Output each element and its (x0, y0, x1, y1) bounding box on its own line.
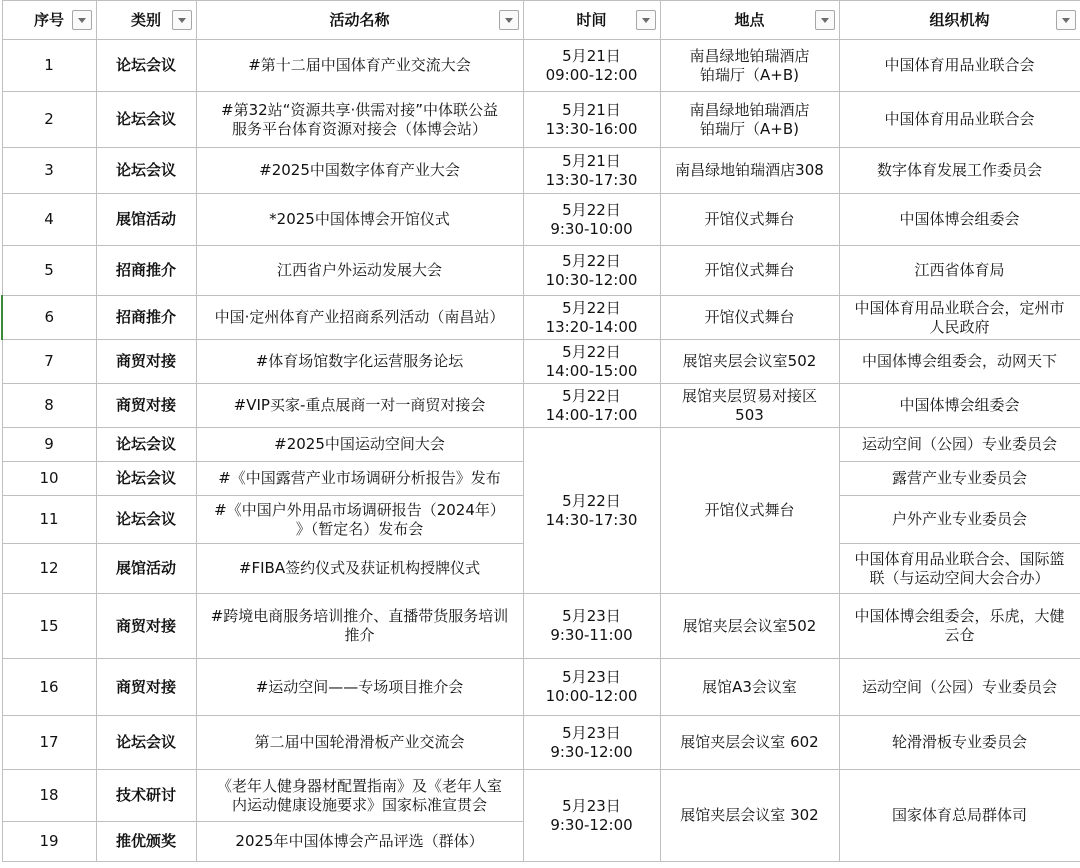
cell-no[interactable]: 12 (2, 544, 96, 594)
cell-place[interactable]: 展馆夹层会议室 602 (660, 716, 839, 770)
cell-place-merged[interactable]: 展馆夹层会议室 302 (660, 770, 839, 862)
cell-category[interactable]: 展馆活动 (96, 194, 196, 246)
cell-org[interactable]: 江西省体育局 (839, 246, 1080, 296)
cell-no[interactable]: 10 (2, 462, 96, 496)
cell-place-merged[interactable]: 开馆仪式舞台 (660, 428, 839, 594)
cell-org[interactable]: 中国体育用品业联合会 (839, 40, 1080, 92)
header-org-label: 组织机构 (929, 10, 990, 29)
cell-time[interactable]: 5月23日 9:30-11:00 (523, 594, 660, 659)
cell-time-merged[interactable]: 5月23日 9:30-12:00 (523, 770, 660, 862)
cell-no[interactable]: 15 (2, 594, 96, 659)
cell-category[interactable]: 展馆活动 (96, 544, 196, 594)
cell-name[interactable]: #2025中国运动空间大会 (196, 428, 523, 462)
cell-org[interactable]: 中国体博会组委会，乐虎，大健 云仓 (839, 594, 1080, 659)
table-row (2, 92, 1080, 148)
table-row (2, 340, 1080, 384)
cell-category[interactable]: 商贸对接 (96, 340, 196, 384)
cell-org[interactable]: 数字体育发展工作委员会 (839, 148, 1080, 194)
filter-dropdown-icon[interactable] (815, 10, 835, 30)
cell-org[interactable]: 中国体育用品业联合会 (839, 92, 1080, 148)
cell-place[interactable]: 展馆夹层会议室502 (660, 594, 839, 659)
cell-place[interactable]: 南昌绿地铂瑞酒店308 (660, 148, 839, 194)
cell-name[interactable]: #体育场馆数字化运营服务论坛 (196, 340, 523, 384)
cell-time[interactable]: 5月23日 9:30-12:00 (523, 716, 660, 770)
cell-time[interactable]: 5月21日 09:00-12:00 (523, 40, 660, 92)
cell-time[interactable]: 5月22日 10:30-12:00 (523, 246, 660, 296)
cell-name[interactable]: #第十二届中国体育产业交流大会 (196, 40, 523, 92)
table-row (2, 659, 1080, 716)
cell-place[interactable]: 南昌绿地铂瑞酒店 铂瑞厅（A+B) (660, 40, 839, 92)
header-category-label: 类别 (130, 10, 161, 29)
cell-category[interactable]: 商贸对接 (96, 659, 196, 716)
cell-name[interactable]: 江西省户外运动发展大会 (196, 246, 523, 296)
cell-org-merged[interactable]: 国家体育总局群体司 (839, 770, 1080, 862)
cell-place[interactable]: 开馆仪式舞台 (660, 194, 839, 246)
table-row (2, 594, 1080, 659)
table-row (2, 716, 1080, 770)
cell-name[interactable]: #《中国露营产业市场调研分析报告》发布 (196, 462, 523, 496)
cell-no[interactable]: 5 (2, 246, 96, 296)
cell-place[interactable]: 展馆夹层贸易对接区 503 (660, 384, 839, 428)
cell-org[interactable]: 轮滑滑板专业委员会 (839, 716, 1080, 770)
header-place-label: 地点 (734, 10, 765, 29)
cell-no[interactable]: 2 (2, 92, 96, 148)
activity-table (1, 0, 1080, 862)
cell-category[interactable]: 论坛会议 (96, 462, 196, 496)
cell-category[interactable]: 推优颁奖 (96, 822, 196, 862)
table-row (2, 194, 1080, 246)
filter-dropdown-icon[interactable] (636, 10, 656, 30)
cell-org[interactable]: 运动空间（公园）专业委员会 (839, 659, 1080, 716)
cell-name[interactable]: *2025中国体博会开馆仪式 (196, 194, 523, 246)
cell-no[interactable]: 18 (2, 770, 96, 822)
cell-name[interactable]: #FIBA签约仪式及获证机构授牌仪式 (196, 544, 523, 594)
cell-time[interactable]: 5月22日 9:30-10:00 (523, 194, 660, 246)
filter-dropdown-icon[interactable] (499, 10, 519, 30)
table-row (2, 384, 1080, 428)
cell-place[interactable]: 南昌绿地铂瑞酒店 铂瑞厅（A+B) (660, 92, 839, 148)
cell-category[interactable]: 论坛会议 (96, 148, 196, 194)
cell-place[interactable]: 展馆A3会议室 (660, 659, 839, 716)
cell-org[interactable]: 中国体育用品业联合会、国际篮 联（与运动空间大会合办） (839, 544, 1080, 594)
cell-category[interactable]: 招商推介 (96, 246, 196, 296)
cell-no[interactable]: 7 (2, 340, 96, 384)
table-row (2, 246, 1080, 296)
table-row (2, 40, 1080, 92)
cell-place[interactable]: 开馆仪式舞台 (660, 246, 839, 296)
cell-time[interactable]: 5月21日 13:30-16:00 (523, 92, 660, 148)
cell-place[interactable]: 展馆夹层会议室502 (660, 340, 839, 384)
header-no (2, 1, 96, 40)
cell-category[interactable]: 论坛会议 (96, 92, 196, 148)
cell-time[interactable]: 5月22日 13:20-14:00 (523, 296, 660, 340)
cell-category[interactable]: 论坛会议 (96, 716, 196, 770)
header-category (96, 1, 196, 40)
table-row (2, 770, 1080, 822)
cell-no[interactable]: 16 (2, 659, 96, 716)
cell-time[interactable]: 5月22日 14:00-17:00 (523, 384, 660, 428)
table-row (2, 428, 1080, 462)
cell-org[interactable]: 中国体博会组委会，动网天下 (839, 340, 1080, 384)
cell-name[interactable]: #VIP买家-重点展商一对一商贸对接会 (196, 384, 523, 428)
header-no-label: 序号 (33, 10, 64, 29)
cell-no[interactable]: 19 (2, 822, 96, 862)
header-name-label: 活动名称 (329, 10, 390, 29)
cell-category[interactable]: 论坛会议 (96, 496, 196, 544)
table-row (2, 148, 1080, 194)
cell-category[interactable]: 商贸对接 (96, 594, 196, 659)
header-org (839, 1, 1080, 40)
cell-org[interactable]: 户外产业专业委员会 (839, 496, 1080, 544)
cell-category[interactable]: 技术研讨 (96, 770, 196, 822)
cell-no[interactable]: 17 (2, 716, 96, 770)
header-time-label: 时间 (576, 10, 607, 29)
table-row (2, 296, 1080, 340)
cell-time-merged[interactable]: 5月22日 14:30-17:30 (523, 428, 660, 594)
cell-no[interactable]: 3 (2, 148, 96, 194)
cell-name[interactable]: 第二届中国轮滑滑板产业交流会 (196, 716, 523, 770)
cell-name[interactable]: 《老年人健身器材配置指南》及《老年人室 内运动健康设施要求》国家标准宣贯会 (196, 770, 523, 822)
cell-no[interactable]: 9 (2, 428, 96, 462)
cell-category[interactable]: 论坛会议 (96, 428, 196, 462)
cell-time[interactable]: 5月22日 14:00-15:00 (523, 340, 660, 384)
cell-no[interactable]: 1 (2, 40, 96, 92)
cell-no[interactable]: 4 (2, 194, 96, 246)
header-name (196, 1, 523, 40)
cell-no[interactable]: 11 (2, 496, 96, 544)
cell-name[interactable]: #2025中国数字体育产业大会 (196, 148, 523, 194)
filter-dropdown-icon[interactable] (72, 10, 92, 30)
cell-name[interactable]: 2025年中国体博会产品评选（群体） (196, 822, 523, 862)
filter-dropdown-icon[interactable] (1056, 10, 1076, 30)
cell-time[interactable]: 5月21日 13:30-17:30 (523, 148, 660, 194)
cell-org[interactable]: 中国体博会组委会 (839, 384, 1080, 428)
cell-name[interactable]: #《中国户外用品市场调研报告（2024年） 》（暂定名）发布会 (196, 496, 523, 544)
filter-dropdown-icon[interactable] (172, 10, 192, 30)
cell-category[interactable]: 招商推介 (96, 296, 196, 340)
cell-name[interactable]: 中国·定州体育产业招商系列活动（南昌站） (196, 296, 523, 340)
cell-org[interactable]: 运动空间（公园）专业委员会 (839, 428, 1080, 462)
cell-org[interactable]: 露营产业专业委员会 (839, 462, 1080, 496)
header-row (2, 1, 1080, 40)
header-place (660, 1, 839, 40)
cell-place[interactable]: 开馆仪式舞台 (660, 296, 839, 340)
cell-name[interactable]: #第32站“资源共享·供需对接”中体联公益 服务平台体育资源对接会（体博会站） (196, 92, 523, 148)
cell-category[interactable]: 论坛会议 (96, 40, 196, 92)
cell-time[interactable]: 5月23日 10:00-12:00 (523, 659, 660, 716)
cell-name[interactable]: #运动空间——专场项目推介会 (196, 659, 523, 716)
cell-no[interactable]: 8 (2, 384, 96, 428)
cell-name[interactable]: #跨境电商服务培训推介、直播带货服务培训 推介 (196, 594, 523, 659)
header-time (523, 1, 660, 40)
cell-org[interactable]: 中国体育用品业联合会，定州市 人民政府 (839, 296, 1080, 340)
cell-category[interactable]: 商贸对接 (96, 384, 196, 428)
cell-org[interactable]: 中国体博会组委会 (839, 194, 1080, 246)
cell-no[interactable]: 6 (2, 296, 96, 340)
